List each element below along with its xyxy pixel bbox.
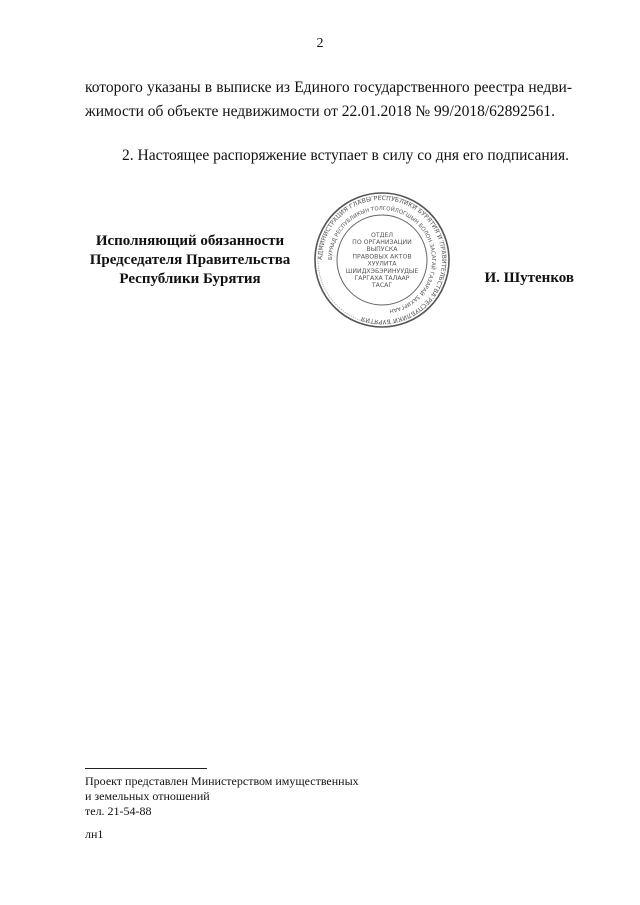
footnote-divider: [85, 768, 207, 769]
seal-center-line: ОТДЕЛ: [370, 231, 394, 239]
seal-inner-ring-text: БУРЯАД РЕСПУБЛИКЫН ТОЛГОЙЛОГШЫН БОЛОН ЗАСАГАЙ ГАЗАРАЙ ЗАХИРГААН: [327, 205, 437, 314]
page-number: 2: [316, 36, 324, 51]
seal-center-line: ГАРГАХА ТАЛААР: [354, 275, 410, 282]
official-seal: [312, 190, 452, 330]
seal-center-line: ХУУЛИТА: [367, 260, 397, 268]
paragraph-1-line-1: которого указаны в выписке из Единого государственного реестра недви-: [85, 79, 572, 96]
seal-center-line: ВЫПУСКА: [366, 246, 398, 254]
paragraph-1: [85, 76, 572, 124]
signer-position-line-1: Исполняющий обязанности: [95, 233, 285, 249]
footnote-code: лн1: [85, 827, 104, 841]
footnote: [85, 774, 445, 842]
seal-center-line: ПО ОРГАНИЗАЦИИ: [352, 239, 412, 246]
seal-center-line: ТАСАГ: [371, 282, 393, 290]
signer-position-line-2: Председателя Правительства: [89, 252, 291, 268]
footnote-line-2: и земельных отношений: [85, 789, 210, 803]
footnote-phone: тел. 21-54-88: [85, 804, 152, 818]
signer-name: И. Шутенков: [484, 270, 574, 286]
seal-center-line: ПРАВОВЫХ АКТОВ: [352, 253, 412, 261]
seal-outer-ring-text: АДМИНИСТРАЦИЯ ГЛАВЫ РЕСПУБЛИКИ БУРЯТИЯ И ПРАВИТЕЛЬСТВА РЕСПУБЛИКИ БУРЯТИЯ: [316, 194, 448, 326]
signer-position: [70, 232, 310, 289]
footnote-line-1: Проект представлен Министерством имущественных: [85, 774, 359, 788]
seal-center-line: ШИИДХЭБЭРИНУУДЫЕ: [345, 267, 419, 275]
paragraph-2: 2. Настоящее распоряжение вступает в силу со дня его подписания.: [122, 147, 569, 164]
paragraph-1-line-2: жимости об объекте недвижимости от 22.01.2018 № 99/2018/62892561.: [85, 103, 555, 120]
signer-position-line-3: Республики Бурятия: [119, 271, 261, 287]
